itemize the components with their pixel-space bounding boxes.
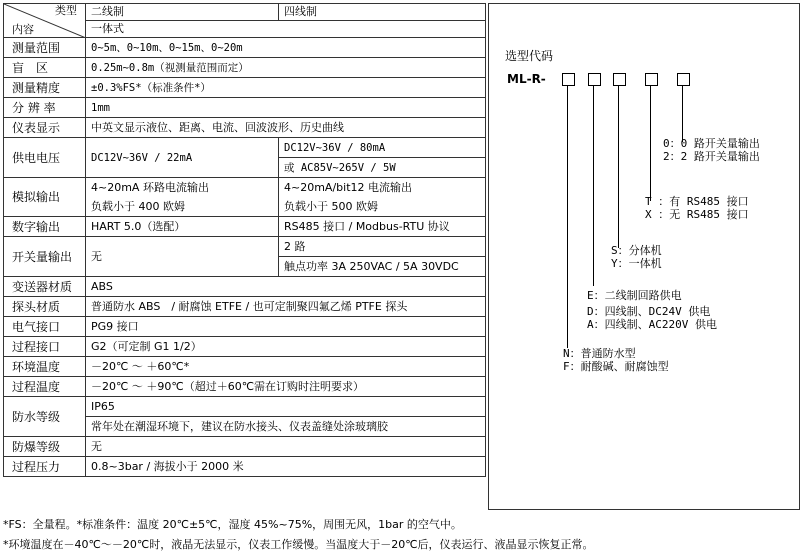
row-label: 测量精度 [4,78,86,98]
leader-line-4 [650,86,651,201]
row-label: 过程接口 [4,337,86,357]
leader-line-5 [682,86,683,142]
footnote-1: *FS：全量程。*标准条件：温度 20℃±5℃，湿度 45%~75%，周围无风，1bar 的空气中。 [3,518,462,531]
leader-line-1 [567,86,568,348]
code-box-4 [645,73,658,86]
digital-two-wire: HART 5.0（选配） [86,217,279,237]
code-box-1 [562,73,575,86]
resolution-value: 1mm [86,98,486,118]
row-label: 防爆等级 [4,437,86,457]
proctemp-value: －20℃ ～ ＋90℃（超过＋60℃需在订购时注明要求） [86,377,486,397]
code-box-3 [613,73,626,86]
analog-two-line1: 4~20mA 环路电流输出 [91,181,209,194]
waterproof-rating: IP65 [86,397,486,417]
waterproof-advice: 常年处在潮湿环境下，建议在防水接头、仪表盖缝处涂玻璃胶 [86,417,486,437]
leader-line-2 [593,86,594,286]
row-label: 模拟输出 [4,178,86,217]
row-label: 供电电压 [4,138,86,178]
explosion-value: 无 [86,437,486,457]
digital-four-wire: RS485 接口 / Modbus-RTU 协议 [279,217,486,237]
analog-four-line2: 负载小于 500 欧姆 [284,200,378,213]
code-box-5 [677,73,690,86]
power-four-wire-ac: 或 AC85V~265V / 5W [279,158,486,178]
row-label: 防水等级 [4,397,86,437]
display-value: 中英文显示液位、距离、电流、回波波形、历史曲线 [86,118,486,138]
material-value: ABS [86,277,486,297]
row-label: 测量范围 [4,38,86,58]
probe-value: 普通防水 ABS / 耐腐蚀 ETFE / 也可定制聚四氟乙烯 PTFE 探头 [86,297,486,317]
analog-four-line1: 4~20mA/bit12 电流输出 [284,181,413,194]
option-power-e: E：二线制回路供电 [587,289,682,302]
analog-two-wire [86,178,279,217]
footnote-2: *环境温度在－40℃～－20℃时，液晶无法显示，仪表工作缓慢。当温度大于－20℃后，仪表运行、液晶显示恢复正常。 [3,538,594,551]
pressure-value: 0.8~3bar / 海拔小于 2000 米 [86,457,486,477]
option-integrated: Y：一体机 [611,257,662,270]
row-label: 过程温度 [4,377,86,397]
row-label: 数字输出 [4,217,86,237]
option-output-2: 2：2 路开关量输出 [663,150,760,163]
structure-value: 一体式 [86,21,486,38]
spec-table [3,3,486,477]
range-value: 0~5m、0~10m、0~15m、0~20m [86,38,486,58]
analog-four-wire [279,178,486,217]
row-label: 探头材质 [4,297,86,317]
col-four-wire: 四线制 [279,4,486,21]
analog-two-line2: 负载小于 400 欧姆 [91,200,185,213]
row-label: 开关量输出 [4,237,86,277]
blind-value: 0.25m~0.8m（视测量范围而定） [86,58,486,78]
corner-type-label: 类型 [55,4,77,17]
power-four-wire-dc: DC12V~36V / 80mA [279,138,486,158]
option-output-0: 0：0 路开关量输出 [663,137,760,150]
switch-four-wire-count: 2 路 [279,237,486,257]
option-type-n: N：普通防水型 [563,347,636,360]
switch-two-wire: 无 [86,237,279,277]
ambient-value: －20℃ ～ ＋60℃* [86,357,486,377]
option-rs485-no: X ：无 RS485 接口 [645,208,749,221]
col-two-wire: 二线制 [86,4,279,21]
row-label: 电气接口 [4,317,86,337]
model-code-title: 选型代码 [505,49,554,63]
process-value: G2（可定制 G1 1/2） [86,337,486,357]
row-label: 变送器材质 [4,277,86,297]
leader-line-3 [618,86,619,248]
option-power-d: D：四线制、DC24V 供电 [587,305,711,318]
table-corner-header [4,4,86,38]
accuracy-value: ±0.3%FS*（标准条件*） [86,78,486,98]
option-rs485-yes: T ：有 RS485 接口 [645,195,749,208]
option-power-a: A：四线制、AC220V 供电 [587,318,717,331]
row-label: 盲 区 [4,58,86,78]
option-type-f: F：耐酸碱、耐腐蚀型 [563,360,669,373]
row-label: 过程压力 [4,457,86,477]
switch-four-wire-rating: 触点功率 3A 250VAC / 5A 30VDC [279,257,486,277]
power-two-wire: DC12V~36V / 22mA [86,138,279,178]
row-label: 仪表显示 [4,118,86,138]
code-box-2 [588,73,601,86]
row-label: 分 辨 率 [4,98,86,118]
electrical-value: PG9 接口 [86,317,486,337]
corner-content-label: 内容 [12,23,34,36]
option-split: S：分体机 [611,244,662,257]
row-label: 环境温度 [4,357,86,377]
model-prefix: ML-R- [507,72,546,86]
